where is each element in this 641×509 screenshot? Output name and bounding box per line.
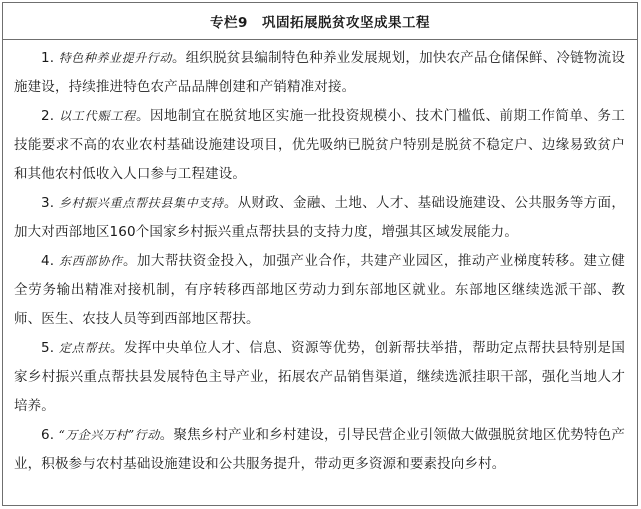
item-lead: 乡村振兴重点帮扶县集中支持 bbox=[58, 196, 224, 210]
item-number: 2. bbox=[41, 108, 55, 124]
box-label: 专栏9 bbox=[210, 15, 248, 31]
list-item bbox=[14, 247, 625, 334]
item-lead: 以工代赈工程 bbox=[58, 109, 136, 123]
item-sep: 。 bbox=[122, 253, 137, 269]
item-sep: 。 bbox=[159, 427, 174, 443]
box-title bbox=[3, 3, 637, 40]
list-item bbox=[14, 189, 625, 247]
list-item bbox=[14, 44, 625, 102]
item-lead: 东西部协作 bbox=[58, 254, 123, 268]
item-text: 发挥中央单位人才、信息、资源等优势，创新帮扶举措，帮助定点帮扶县特别是国家乡村振兴重点帮扶县发展特色主导产业，拓展农产品销售渠道，继续选派挂职干部，强化当地人才培养。 bbox=[14, 340, 625, 414]
item-text: 加大帮扶资金投入，加强产业合作，共建产业园区，推动产业梯度转移。建立健全劳务输出精准对接机制，有序转移西部地区劳动力到东部地区就业。东部地区继续选派干部、教师、医生、农技人员等到西部地区帮扶。 bbox=[14, 253, 626, 327]
item-sep: 。 bbox=[223, 195, 238, 211]
item-lead: “万企兴万村”行动 bbox=[58, 428, 160, 442]
item-number: 6. bbox=[41, 427, 55, 443]
list-item bbox=[14, 421, 625, 479]
item-sep: 。 bbox=[171, 50, 186, 66]
item-number: 1. bbox=[41, 50, 55, 66]
item-sep: 。 bbox=[110, 340, 124, 356]
item-number: 3. bbox=[41, 195, 55, 211]
item-text: 聚焦乡村产业和乡村建设，引导民营企业引领做大做强脱贫地区优势特色产业，积极参与农村基础设施建设和公共服务提升，带动更多资源和要素投向乡村。 bbox=[14, 427, 625, 472]
item-text: 因地制宜在脱贫地区实施一批投资规模小、技术门槛低、前期工作简单、务工技能要求不高的农业农村基础设施建设项目，优先吸纳已脱贫户特别是脱贫不稳定户、边缘易致贫户和其他农村低收入人口参与工程建设。 bbox=[14, 108, 625, 182]
item-sep: 。 bbox=[135, 108, 150, 124]
item-lead: 特色种养业提升行动 bbox=[58, 51, 172, 65]
box-title-text: 巩固拓展脱贫攻坚成果工程 bbox=[261, 15, 430, 31]
item-text: 从财政、金融、土地、人才、基础设施建设、公共服务等方面，加大对西部地区160个国家乡村振兴重点帮扶县的支持力度，增强其区域发展能力。 bbox=[14, 195, 625, 240]
item-text: 组织脱贫县编制特色种养业发展规划，加快农产品仓储保鲜、冷链物流设施建设，持续推进特色农产品品牌创建和产销精准对接。 bbox=[14, 50, 625, 95]
item-lead: 定点帮扶 bbox=[58, 341, 111, 355]
item-number: 4. bbox=[41, 253, 55, 269]
box-content bbox=[3, 40, 637, 479]
item-number: 5. bbox=[41, 340, 55, 356]
list-item bbox=[14, 334, 625, 421]
list-item bbox=[14, 102, 625, 189]
feature-box bbox=[2, 2, 638, 506]
